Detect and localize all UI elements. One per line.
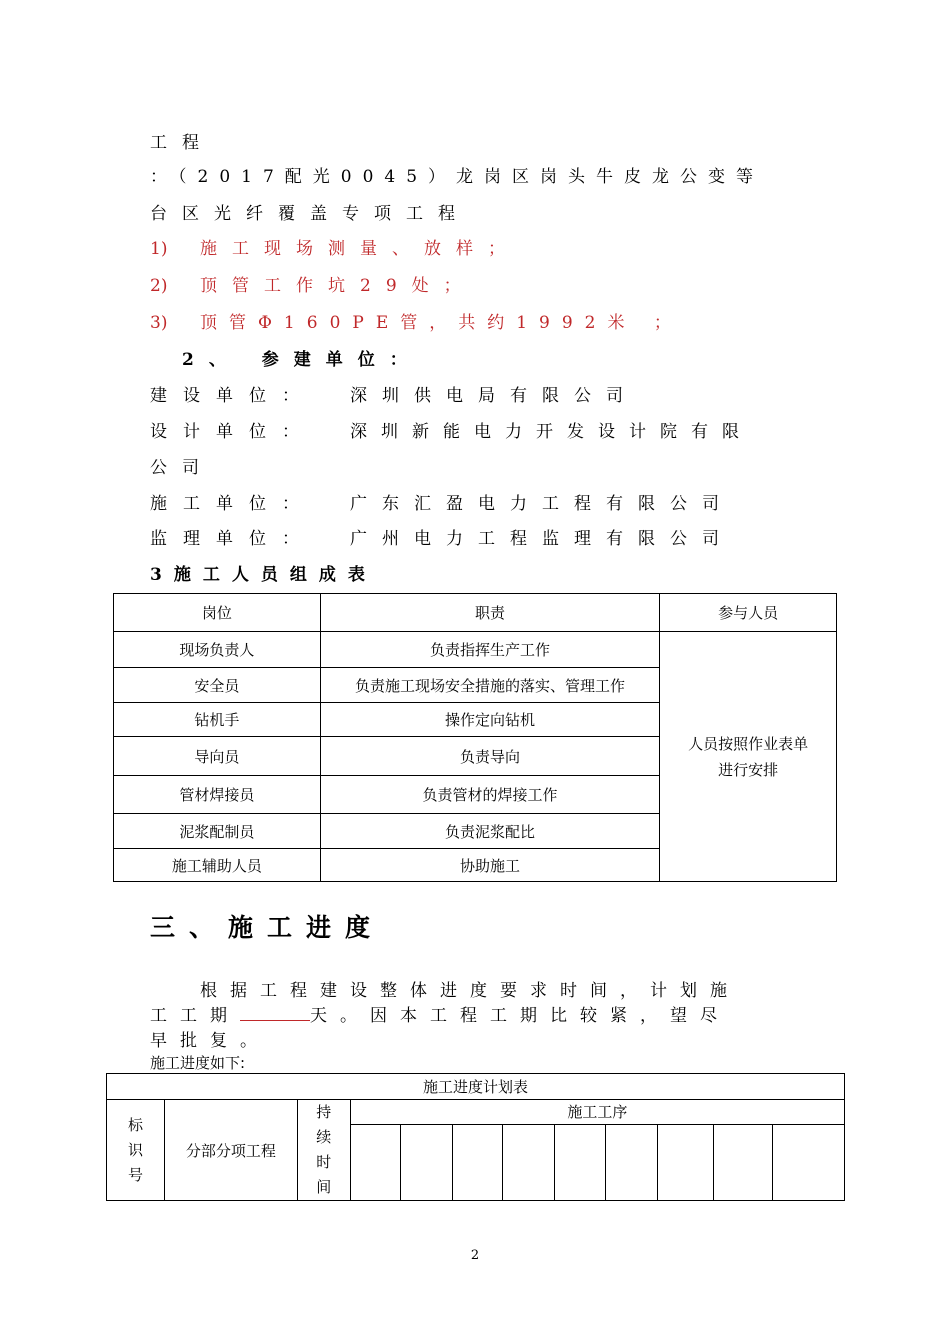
process-cell	[400, 1124, 452, 1200]
task-item	[150, 308, 790, 333]
unit-value: 广州电力工程监理有限公司	[350, 529, 734, 549]
id-header	[107, 1100, 165, 1201]
duty-cell: 负责施工现场安全措施的落实、管理工作	[320, 668, 660, 703]
schedule-paragraph-line-3: 早批复。	[150, 1031, 270, 1051]
post-cell: 钻机手	[114, 703, 321, 737]
project-line-3: 台区光纤覆盖专项工程	[150, 204, 470, 224]
schedule-note: 施工进度如下:	[150, 1054, 246, 1072]
process-cell	[350, 1124, 400, 1200]
project-line-1: 工程	[150, 133, 214, 153]
header-participants: 参与人员	[660, 594, 837, 632]
process-cell	[606, 1124, 658, 1200]
participants-cell	[660, 632, 837, 882]
duty-cell: 操作定向钻机	[320, 703, 660, 737]
process-cell	[555, 1124, 606, 1200]
post-cell: 导向员	[114, 737, 321, 776]
post-cell: 现场负责人	[114, 632, 321, 668]
schedule-table	[106, 1073, 845, 1201]
paragraph-text: 工工期	[150, 1006, 240, 1026]
task-number: 3)	[150, 313, 168, 333]
task-text: 顶管工作坑29处；	[200, 276, 476, 296]
participants-line: 进行安排	[718, 760, 779, 779]
table-title-row	[107, 1074, 845, 1100]
process-cell	[452, 1124, 503, 1200]
duty-cell: 负责指挥生产工作	[320, 632, 660, 668]
unit-row	[150, 524, 790, 549]
task-text: 顶管Φ160PE管，共约1992米 ；	[200, 313, 683, 333]
process-cell	[714, 1124, 773, 1200]
schedule-paragraph-line-2	[150, 1001, 790, 1026]
staff-heading: 3施工人员组成表	[150, 565, 377, 585]
task-item	[150, 271, 790, 296]
page-number: 2	[470, 1248, 480, 1263]
post-cell: 安全员	[114, 668, 321, 703]
post-cell: 管材焊接员	[114, 776, 321, 814]
header-char: 标	[127, 1115, 143, 1134]
header-duty: 职责	[320, 594, 660, 632]
header-char: 续	[316, 1128, 332, 1146]
task-number: 1)	[150, 239, 168, 259]
table-header-row	[114, 594, 837, 632]
duration-header	[297, 1100, 350, 1201]
participants-line: 人员按照作业表单	[688, 734, 809, 753]
unit-row	[150, 489, 790, 514]
unit-row	[150, 381, 790, 406]
process-header: 施工工序	[350, 1100, 844, 1125]
staff-table	[113, 593, 837, 882]
post-cell: 泥浆配制员	[114, 814, 321, 849]
unit-value: 广东汇盈电力工程有限公司	[350, 494, 734, 514]
unit-label: 施工单位：	[150, 494, 315, 514]
header-char: 时	[316, 1153, 332, 1171]
duty-cell: 协助施工	[320, 849, 660, 882]
process-cell	[658, 1124, 714, 1200]
header-char: 持	[316, 1103, 332, 1121]
task-text: 施工现场测量、放样；	[200, 239, 520, 259]
unit-label: 建设单位：	[150, 386, 315, 406]
header-char: 识	[127, 1140, 143, 1159]
duty-cell: 负责导向	[320, 737, 660, 776]
unit-value: 深圳新能电力开发设计院有限	[350, 422, 753, 442]
item-header: 分部分项工程	[164, 1100, 297, 1201]
table-row	[114, 632, 837, 668]
post-cell: 施工辅助人员	[114, 849, 321, 882]
unit-value: 深圳供电局有限公司	[350, 386, 638, 406]
project-line-2: ：（2017配光0045）龙岗区岗头牛皮龙公变等	[150, 167, 765, 187]
duty-cell: 负责管材的焊接工作	[320, 776, 660, 814]
header-char: 号	[127, 1165, 143, 1184]
header-post: 岗位	[114, 594, 321, 632]
unit-label: 设计单位：	[150, 422, 315, 442]
process-cell	[503, 1124, 555, 1200]
schedule-table-title: 施工进度计划表	[107, 1074, 845, 1100]
units-heading: 2、 参建单位：	[182, 350, 422, 370]
task-item	[150, 234, 790, 259]
header-char: 间	[316, 1178, 332, 1196]
section-heading: 三、施工进度	[150, 913, 385, 942]
task-number: 2)	[150, 276, 168, 296]
unit-row	[150, 417, 790, 442]
days-blank	[240, 1004, 310, 1021]
paragraph-text: 天。因本工程工期比较紧，望尽	[310, 1006, 730, 1026]
table-header-row	[107, 1100, 845, 1125]
unit-value-continued: 公司	[150, 458, 214, 478]
process-cell	[773, 1124, 845, 1200]
unit-label: 监理单位：	[150, 529, 315, 549]
schedule-paragraph-line-1: 根据工程建设整体进度要求时间，计划施	[200, 981, 740, 1001]
duty-cell: 负责泥浆配比	[320, 814, 660, 849]
